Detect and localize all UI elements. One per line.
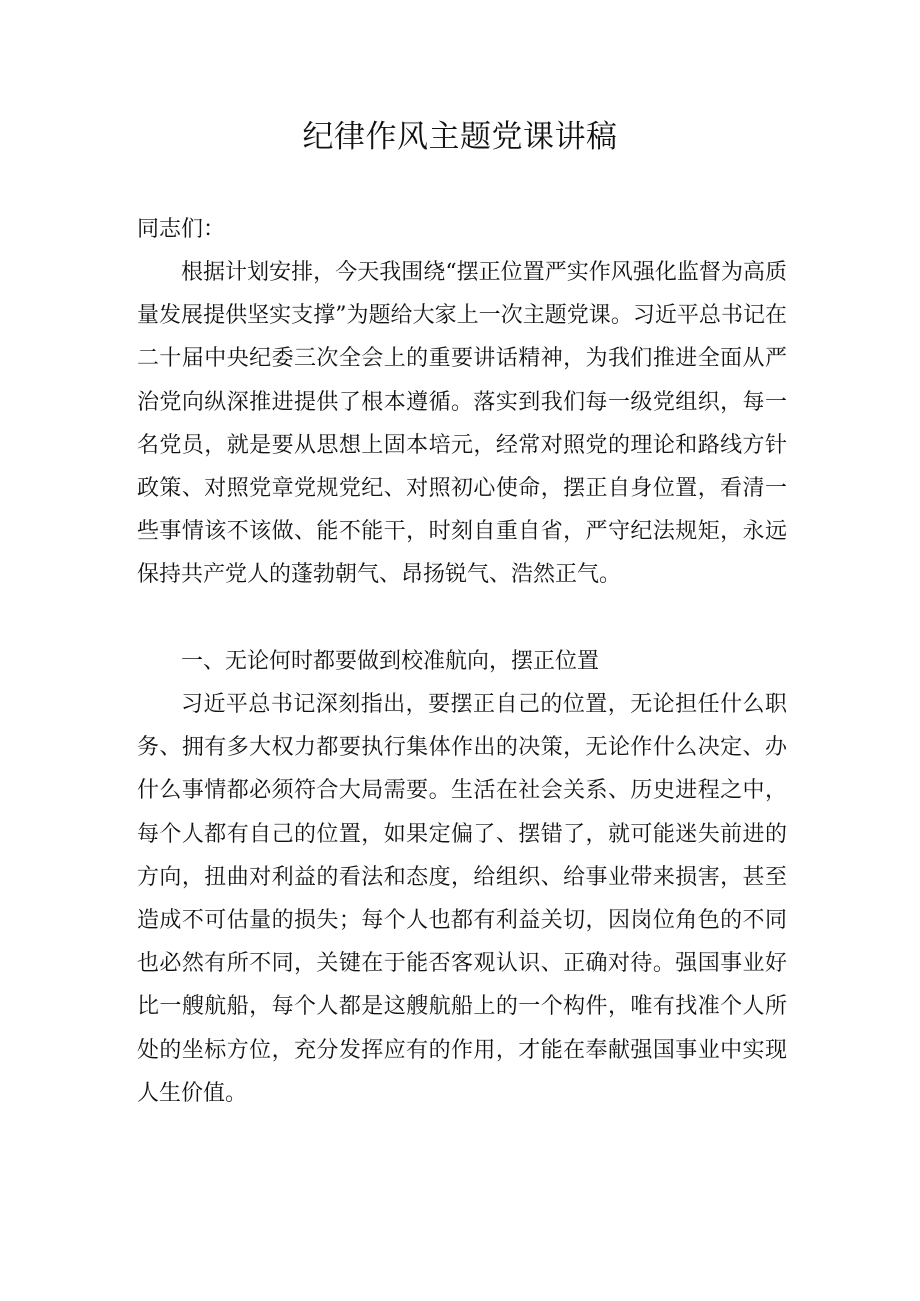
paragraph-intro: 根据计划安排，今天我围绕“摆正位置严实作风强化监督为高质量发展提供坚实支撑”为题给大家上一次主题党课。习近平总书记在二十届中央纪委三次全会上的重要讲话精神，为我们推进全面从严治党向纵深推进提供了根本遵循。落实到我们每一级党组织，每一名党员，就是要从思想上固本培元，经常对照党的理论和路线方针政策、对照党章党规党纪、对照初心使命，摆正自身位置，看清一些事情该不该做、能不能干，时刻自重自省，严守纪法规矩，永远保持共产党人的蓬勃朝气、昂扬锐气、浩然正气。 <box>137 260 787 588</box>
paragraph-section-1: 习近平总书记深刻指出，要摆正自己的位置，无论担任什么职务、拥有多大权力都要执行集体作出的决策，无论作什么决定、办什么事情都必须符合大局需要。生活在社会关系、历史进程之中，每个人都有自己的位置，如果定偏了、摆错了，就可能迷失前进的方向，扭曲对利益的看法和态度，给组织、给事业带来损害，甚至造成不可估量的损失；每个人也都有利益关切，因岗位角色的不同也必然有所不同，关键在于能否客观认识、正确对待。强国事业好比一艘航船，每个人都是这艘航船上的一个构件，唯有找准个人所处的坐标方位，充分发挥应有的作用，才能在奉献强国事业中实现人生价值。 <box>137 692 787 1106</box>
salutation: 同志们： <box>137 217 226 242</box>
document-title: 纪律作风主题党课讲稿 <box>302 119 618 155</box>
section-heading-1: 一、无论何时都要做到校准航向，摆正位置 <box>181 649 600 674</box>
